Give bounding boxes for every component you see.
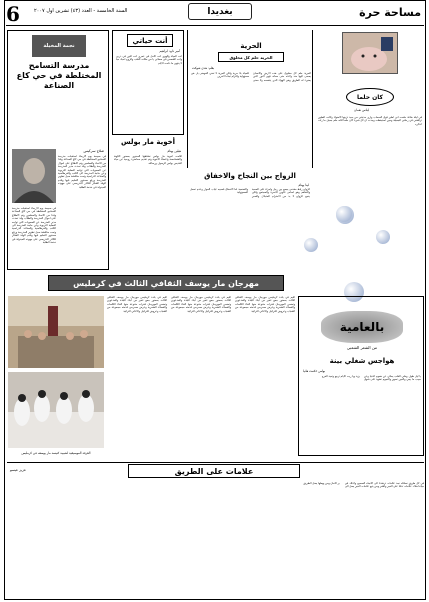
school-logo-caption: نجمة المخيلة [43, 43, 75, 49]
festival-caption: الفرقة الموسيقية لشبيبة كنيسة مار يوسف في كرمليس [21, 451, 91, 455]
bubble-icon [376, 230, 390, 244]
bottom-byline: عزيز عيسو [10, 468, 27, 472]
bottom-headline-box [128, 464, 300, 478]
festival-photo-top [8, 296, 104, 368]
header-bottom-rule [6, 25, 424, 26]
aamiya-article [298, 296, 424, 456]
page-number: 6 [6, 2, 20, 26]
school-article [7, 30, 109, 270]
festival-body: اقيم في بلدة كرمليس مهرجان مار يوسف الثقافي الثالث بحضور جمع غفير من ابناء البلدة والمدعوين وتضمن المهرجان فقرات متنوعة منها القاء الكلمات والقصائد الشعرية وعرض مسرحي قدمته مجموعة من الشباب وعروض للتراتيل والاغاني التراثية [107, 296, 167, 313]
bottom-headline: علامات على الطريق [174, 466, 254, 476]
school-body: في صبيحة يوم الاربعاء استقبلت مدرسة التسامح المختلطة في حي كاع الصناعة وفدا من الاتحاد والمعلمين وتم الاطلاع على احوال المدرسة والطلاب وقد تحدث مدير المدرسة عن الصعوبات التي تواجه العملية التربوية وعن حاجة المدرسة الى الكتب والقرطاسية والمقاعد الدراسية وتمت مناقشة سبل تطوير المدرسة ورفع مستوى التعليم فيها وقدم الوفد الشكر للكادر التدريسي على جهوده المبذولة في خدمة الطلبة [58, 155, 106, 189]
portrait-image [12, 149, 56, 203]
right-body: في ليلة هادئة حلمت اني اطير فوق السحاب وارى مدينتي من بعيد تزينها الاضواء وكانت الطيور ترافقني في رحلتي الجميلة وحين استيقظت وجدت ان كل شيء كان حلما لكنه حلم جميل ما زلت اتذكره [318, 116, 422, 126]
hurriya-subtitle: الحرية حلم كل مخلوق [229, 54, 273, 60]
festival-headline: مهرجان مار يوسف الثقافي الثالث في كرمليس [73, 278, 259, 288]
school-body-lower: في صبيحة يوم الاربعاء استقبلت مدرسة التسامح المختلطة في حي كاع الصناعة وفدا من الاتحاد والمعلمين وتم الاطلاع على احوال المدرسة والطلاب وقد تحدث مدير المدرسة عن الصعوبات التي تواجه العملية التربوية وعن حاجة المدرسة الى الكتب والقرطاسية والمقاعد الدراسية وتمت مناقشة سبل تطوير المدرسة ورفع مستوى التعليم فيها وقدم الوفد الشكر للكادر التدريسي على جهوده المبذولة في خدمة الطلبة [12, 207, 56, 245]
aamiya-subtitle: من الشعر الشعبي [346, 345, 378, 350]
hurriya-subtitle-box [218, 52, 284, 62]
header [0, 0, 429, 30]
festival-photo-top-image [8, 296, 104, 368]
akhuwa-byline: هيلين بهنام [167, 149, 181, 153]
bubble-icon [304, 238, 318, 252]
aamiya-title: بالعامية [339, 320, 385, 334]
school-byline: صلاح سركيس [83, 149, 104, 153]
kan-halman-badge [346, 88, 394, 106]
akhuwa-article [112, 138, 184, 270]
aamiya-poem-title: هواجس شغلي بينة [329, 357, 395, 365]
bottom-body: في كل طريق نسلكه نجد علامات ترشدنا الى الاتجاه الصحيح وكذلك في حياتنا هناك علامات تدلنا على الخير والشر ومن يتبع علامات الخير يصل الى بر الامان ومن يهملها يضل الطريق [303, 482, 424, 489]
paper-name: بغديدا [207, 6, 233, 17]
pig-image [341, 33, 397, 75]
anta-article [112, 30, 184, 135]
aamiya-logo [321, 311, 403, 343]
portrait-photo [12, 149, 56, 203]
hurriya-title: الحرية [240, 42, 262, 50]
festival-body-col3: اقيم في بلدة كرمليس مهرجان مار يوسف الثقافي الثالث بحضور جمع غفير من ابناء البلدة والمدعوين وتضمن المهرجان فقرات متنوعة منها القاء الكلمات والقصائد الشعرية وعرض مسرحي قدمته مجموعة من الشباب وعروض للتراتيل والاغاني التراثية [235, 296, 295, 313]
hurriya-body: الحرية حلم كل مخلوق على هذه الارض والانسان يسعى اليها منذ ولادته حتى مماته فهي النور الذي يضيء له الطريق وهي الهواء الذي يتنفسه ولا معنى للحياة بلا حرية ولكن الحرية لا تعني الفوضى بل هي مسؤولية والتزام تجاه الاخرين [191, 72, 311, 82]
anta-title: أنت حياتي [132, 36, 168, 45]
aamiya-byline: بولص حكمت هانيا [303, 369, 326, 373]
zawaj-article [187, 168, 313, 270]
bubble-icon [336, 206, 352, 222]
akhuwa-title: أخوية مار بولس [120, 138, 176, 146]
zawaj-body: الزواج رباط مقدس يجمع بين رجل وامرأة على المحبة والتفاهم وهو اساس تكوين الاسرة والمجتمع ولكي ينجح الزواج لا بد من الاحترام المتبادل والصبر والتضحية اما الاخفاق فسببه غياب الحوار وعدم تحمل المسؤولية [190, 188, 310, 198]
festival-photo-bottom [8, 372, 104, 448]
anta-title-box [127, 34, 173, 47]
anta-byline: أمير داود ابراهيم [159, 49, 180, 53]
pig-illustration [342, 32, 398, 74]
akhuwa-body: اقامت اخوية مار بولس نشاطها السنوي بحضور الكهنة والشمامسة واعضاء الاخوية وتم تقديم محاضرة روحية عن حياة القديس بولس الرسول ورسالته [114, 155, 182, 165]
kan-halman-byline: ايناس نعمان [354, 108, 370, 112]
aamiya-body: يا ليل طول وخلي القلب يحكي عن هموم الدنيا وعن حبيب ما يجي والعين تسهر والنجوم تشهد على شوق يزيد ويا ريت الايام ترجع وتعيد الفرح [321, 375, 421, 382]
zawaj-title: الزواج بين النجاح والاخفاق [204, 172, 296, 180]
school-headline: مدرسة التسامح المختلطة في حي كاع الصناعة [16, 61, 102, 90]
bottom-divider [7, 462, 424, 463]
festival-body-col2: اقيم في بلدة كرمليس مهرجان مار يوسف الثقافي الثالث بحضور جمع غفير من ابناء البلدة والمدعوين وتضمن المهرجان فقرات متنوعة منها القاء الكلمات والقصائد الشعرية وعرض مسرحي قدمته مجموعة من الشباب وعروض للتراتيل والاغاني التراثية [171, 296, 231, 313]
issue-info: السنة الخامسة - العدد (٤٣) تشرين اول ٢٠٠٧ [34, 8, 128, 14]
paper-logo [188, 3, 252, 20]
kan-halman-title: كان حلما [357, 93, 384, 101]
school-logo [32, 35, 86, 57]
hurriya-byline: بقلم: هدى شوكت [192, 66, 215, 70]
hurriya-article [187, 30, 313, 168]
section-title: مساحة حرة [359, 6, 421, 19]
festival-banner [48, 275, 284, 291]
right-column [316, 30, 424, 270]
anta-body: انت الحياة والهوى انت الامل في عمري انت النور في دربي وانت الشمس في سمائي يا من ملكت القلب والروح احبك حبا لا ينتهي ما دامت الايام [116, 55, 182, 65]
festival-photo-bottom-image [8, 372, 104, 448]
zawaj-byline: لينا بهنام [298, 183, 309, 187]
